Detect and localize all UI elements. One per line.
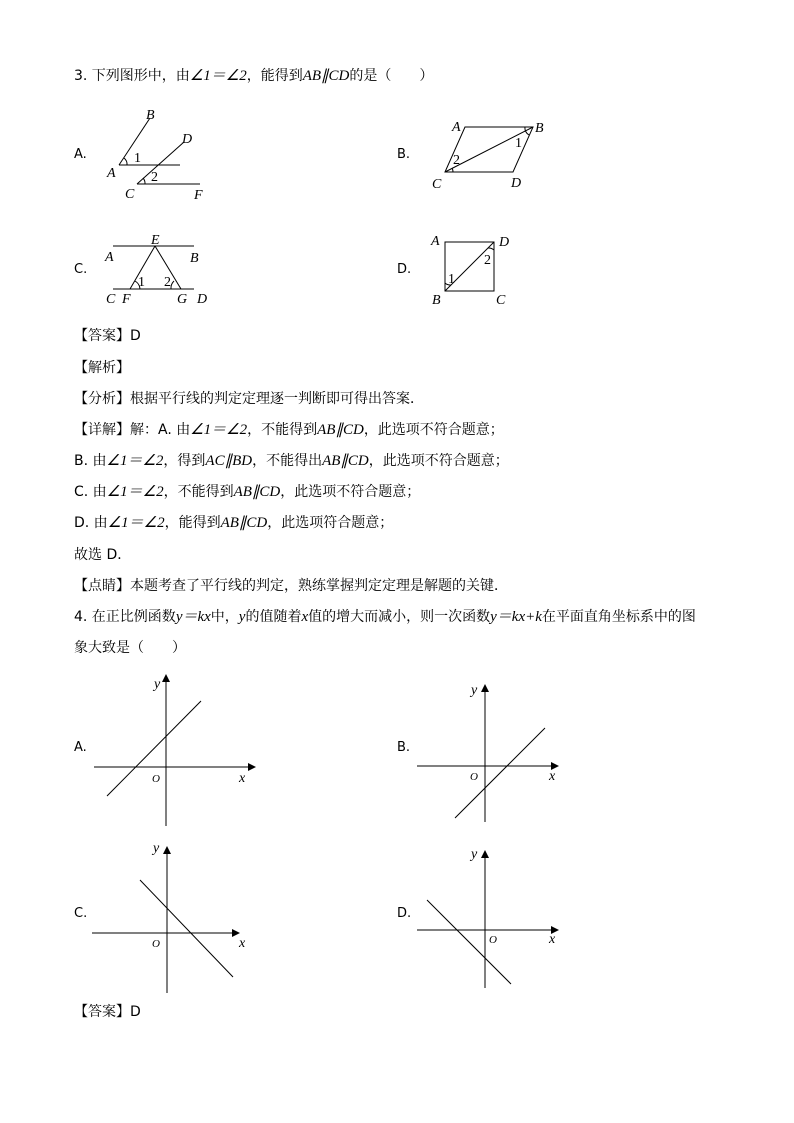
fig-d-label-d: D: [499, 235, 510, 250]
detail-line-c: C. 由∠1＝∠2，不能得到AB∥CD，此选项不符合题意；: [74, 484, 421, 500]
fig-c-angle-2: 2: [164, 275, 171, 290]
q3-stem: 3. 下列图形中，由∠1＝∠2，能得到AB∥CD的是（ ）: [74, 68, 434, 84]
fig-b-label-c: C: [432, 177, 442, 192]
fig-c-angle-1: 1: [138, 275, 145, 290]
fig-d-angle-2: 2: [484, 253, 491, 268]
fig-b-angle-1: 1: [515, 136, 522, 151]
q3-figure-a: [100, 105, 240, 205]
q4-graph-c: [90, 836, 270, 1001]
graph-c-origin-label: O: [152, 938, 160, 950]
q4-graph-a: [90, 672, 270, 832]
fig-c-label-b: B: [190, 251, 199, 266]
fig-a-label-a: A: [107, 166, 116, 181]
answer-4: 【答案】D: [74, 1004, 141, 1020]
graph-c-x-label: x: [239, 936, 246, 951]
fig-d-angle-1: 1: [448, 272, 455, 287]
graph-a-x-label: x: [239, 771, 246, 786]
fig-d-label-a: A: [431, 234, 440, 249]
q3-figure-c: [100, 225, 240, 315]
graph-a-y-label: y: [154, 677, 161, 692]
fig-c-label-d: D: [197, 292, 208, 307]
fig-b-label-b: B: [535, 121, 544, 136]
fig-a-label-d: D: [182, 132, 193, 147]
graph-d-origin-label: O: [489, 934, 497, 946]
fig-b-label-d: D: [511, 176, 522, 191]
fig-c-label-a: A: [105, 250, 114, 265]
fig-a-label-b: B: [146, 108, 155, 123]
answer-3: 【答案】D: [74, 328, 141, 344]
analysis-text: 【分析】根据平行线的判定定理逐一判断即可得出答案．: [74, 391, 424, 407]
fig-c-label-f: F: [122, 292, 131, 307]
analysis-title: 【解析】: [74, 360, 130, 376]
graph-c-y-label: y: [153, 841, 160, 856]
q4-option-d-label: D.: [397, 906, 412, 921]
graph-a-origin-label: O: [152, 773, 160, 785]
graph-d-x-label: x: [549, 932, 556, 947]
detail-line-a: 【详解】解：A. 由∠1＝∠2，不能得到AB∥CD，此选项不符合题意；: [74, 422, 504, 438]
detail-conclusion: 故选 D．: [74, 547, 132, 563]
q4-stem-line-2: 象大致是（ ）: [74, 640, 186, 656]
graph-b-y-label: y: [471, 683, 478, 698]
graph-b-x-label: x: [549, 769, 556, 784]
q4-option-c-label: C.: [74, 906, 88, 921]
fig-d-label-b: B: [432, 293, 441, 308]
fig-a-label-c: C: [125, 187, 135, 202]
fig-a-angle-1: 1: [134, 151, 141, 166]
q4-option-a-label: A.: [74, 740, 87, 755]
q4-graph-d: [413, 842, 593, 992]
q4-option-b-label: B.: [397, 740, 411, 755]
fig-c-label-c: C: [106, 292, 116, 307]
q3-figure-b: [425, 115, 565, 195]
graph-d-y-label: y: [471, 847, 478, 862]
q3-option-a-label: A.: [74, 147, 87, 162]
q3-option-d-label: D.: [397, 262, 412, 277]
q4-graph-b: [413, 676, 593, 836]
q3-option-b-label: B.: [397, 147, 411, 162]
detail-line-b: B. 由∠1＝∠2，得到AC∥BD，不能得出AB∥CD，此选项不符合题意；: [74, 453, 509, 469]
fig-a-label-f: F: [194, 188, 203, 203]
q3-option-c-label: C.: [74, 262, 88, 277]
fig-c-label-g: G: [177, 292, 188, 307]
comment: 【点睛】本题考查了平行线的判定，熟练掌握判定定理是解题的关键．: [74, 578, 508, 594]
detail-line-d: D. 由∠1＝∠2，能得到AB∥CD，此选项符合题意；: [74, 515, 394, 531]
fig-d-label-c: C: [496, 293, 506, 308]
fig-a-angle-2: 2: [151, 170, 158, 185]
fig-b-angle-2: 2: [453, 153, 460, 168]
fig-b-label-a: A: [452, 120, 461, 135]
fig-c-label-e: E: [151, 233, 160, 248]
q4-stem-line-1: 4. 在正比例函数y＝kx中，y的值随着x值的增大而减小，则一次函数y＝kx+k在平面直角坐标系中的图: [74, 609, 696, 625]
q3-figure-d: [425, 225, 535, 315]
graph-b-origin-label: O: [470, 771, 478, 783]
